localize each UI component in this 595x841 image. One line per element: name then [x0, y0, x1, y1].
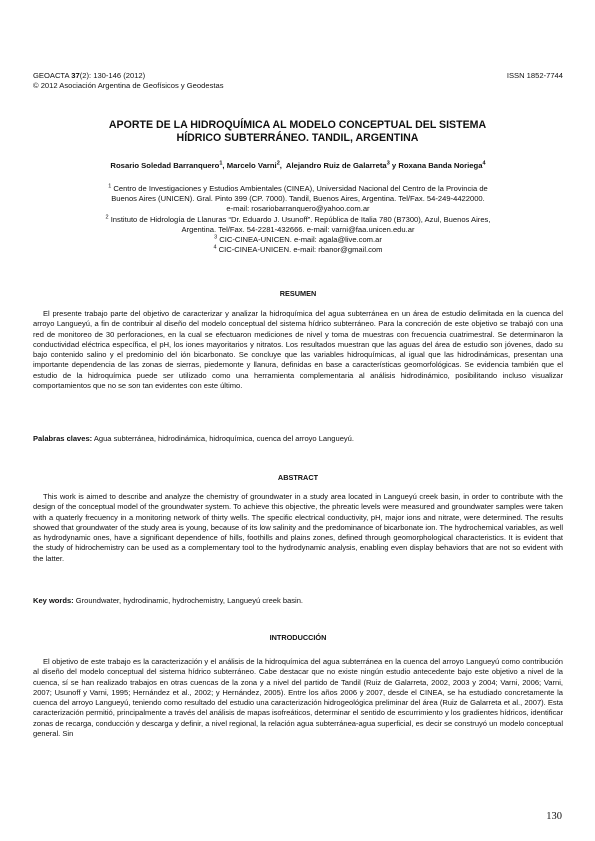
journal-volume: 37 [71, 71, 80, 80]
citation-line [33, 71, 563, 81]
keywords-text: Groundwater, hydrodinamic, hydrochemistry, Langueyú creek basin. [73, 596, 304, 605]
author-affil-sup: 4 [482, 160, 486, 167]
resumen-heading: RESUMEN [279, 289, 317, 298]
keywords-label: Key words: [33, 596, 74, 605]
journal-name: GEOACTA [33, 71, 70, 80]
author-affil-sup: 1 [219, 160, 223, 167]
title-line-2: HÍDRICO SUBTERRÁNEO. TANDIL, ARGENTINA [176, 132, 419, 144]
author-list [33, 161, 563, 171]
abstract-heading: ABSTRACT [277, 473, 319, 482]
keywords-text: Agua subterránea, hidrodinámica, hidroquímica, cuenca del arroyo Langueyú. [92, 434, 354, 443]
affil-number: 2 [105, 214, 109, 221]
affiliation-1-line-2: Buenos Aires (UNICEN). Gral. Pinto 399 (CP. 7000). Tandil, Buenos Aires, Argentina. Tel/Fax. 54-249-4422000. [111, 194, 485, 204]
affiliation-1 [33, 184, 563, 194]
affiliations [33, 184, 563, 255]
issue-pages: (2): 130-146 (2012) [79, 71, 146, 80]
affiliation-2 [33, 215, 563, 225]
affiliation-1-email: e-mail: rosariobarranquero@yahoo.com.ar [226, 204, 370, 214]
author-affil-sup: 3 [386, 160, 390, 167]
page-number: 130 [546, 811, 562, 822]
affil-text: Instituto de Hidrología de Llanuras “Dr. Eduardo J. Usunoff”. República de Italia 780 (B7300), Azul, Buenos Aires, [108, 214, 491, 224]
copyright-line: © 2012 Asociación Argentina de Geofísicos y Geodestas [33, 81, 224, 90]
author-separator: , [279, 161, 286, 170]
affil-text: CIC-CINEA-UNICEN. e-mail: rbanor@gmail.com [216, 245, 383, 255]
journal-header [33, 71, 563, 91]
abstract-keywords [33, 596, 563, 606]
title-line-1: APORTE DE LA HIDROQUÍMICA AL MODELO CONCEPTUAL DEL SISTEMA [108, 119, 487, 131]
affil-number: 3 [214, 234, 218, 241]
intro-heading: INTRODUCCIÓN [269, 633, 327, 642]
author-separator: , [222, 161, 227, 170]
affiliation-3 [33, 235, 563, 245]
affil-text: CIC-CINEA-UNICEN. e-mail: agala@live.com.ar [217, 235, 382, 245]
author-name: Roxana Banda Noriega [398, 161, 483, 170]
affil-text: Centro de Investigaciones y Estudios Ambientales (CINEA), Universidad Nacional del Centro de la Provincia de [111, 184, 488, 193]
author-name: Marcelo Varni [226, 161, 277, 170]
author-name: Alejandro Ruiz de Galarreta [285, 161, 387, 170]
paper-title [40, 119, 555, 145]
affiliation-4 [33, 245, 563, 255]
intro-body: El objetivo de este trabajo es la caracterización y el análisis de la hidroquímica del agua subterránea en la cuenca del arroyo Langueyú como contribución al diseño del modelo conceptual del sistema hídrico subterráneo. Cabe destacar que no existe ningún estudio antecedente bajo este objetivo a nivel de la cuenca, sí se han realizado trabajos en otras cuencas de la zona y a nivel del partido de Tandil (Ruiz de Galarreta, 2002, 2003 y 2004; Varni, 2006; Varni, 2007; Usunoff y Varni, 1995; Hernández et al., 2002; y Hernández, 2005). Entre los años 2006 y 2007, desde el CINEA, se ha estudiado concretamente la cuenca del arroyo Langueyú, teniendo como resultado del estudio una caracterización hidrogeológica preliminar del área (Ruiz de Galarreta et al., 2007). Esta caracterización permitió, principalmente a través del análisis de mapas isofreáticos, determinar el sentido de escurrimiento y los gradientes hídricos, identificar zonas de recarga, conducción y descarga y definir, a nivel regional, la relación agua subterránea-agua superficial, es decir se construyó un modelo conceptual general. Sin [33, 657, 563, 739]
resumen-keywords [33, 434, 563, 444]
affiliation-2-line-2: Argentina. Tel/Fax. 54-2281-432666. e-mail: varni@faa.unicen.edu.ar [181, 224, 415, 234]
keywords-label: Palabras claves: [33, 434, 93, 443]
issn: ISSN 1852-7744 [506, 71, 563, 80]
affil-number: 4 [213, 244, 217, 251]
author-separator: y [389, 161, 399, 170]
affil-number: 1 [108, 183, 112, 190]
abstract-body: This work is aimed to describe and analyze the chemistry of groundwater in a study area located in Langueyú creek basin, in order to contribute with the design of the conceptual model of the groundwater system. To achieve this objective, the phreatic levels were measured and groundwater samples were taken with a quaterly frecuency in a monitoring network of thirty wells. The specific electrical conductivity, pH, major ions and nitrate, were determined. The results showed that groundwater of the study area is young, because of its low salinity and the predominance of bicarbonate ion. The hydrochemical variables, as well as hydrodynamic ones, have a significant dependence of hills, foothills and plains zones, defined through geomorphological characteristics. It is evident that the study of hidrochemistry can be used as a complementary tool to the hydrodynamic analysis, enabling even display behaviors that are not so evident with the latter. [33, 492, 563, 563]
author-name: Rosario Soledad Barranquero [110, 161, 220, 170]
resumen-body: El presente trabajo parte del objetivo de caracterizar y analizar la hidroquímica del agua subterránea en un área de estudio delimitada en la cuenca del arroyo Langueyú, a fin de contribuir al diseño del modelo conceptual del sistema hídrico subterráneo. Para la concreción de este objetivo se trabajó con una red de monitoreo de 30 perforaciones, en la cual se efectuaron mediciones de nivel y toma de muestras con frecuencia cuatrimestral. Se determinaron la conductividad eléctrica específica, el pH, los iones mayoritarios y nitratos. Los resultados muestran que las aguas del área de estudio son jóvenes, dado su bajo contenido salino y el predominio del ión bicarbonato. Se concluye que las variables hidroquímicas, al igual que las hidrodinámicas, presentan una importante dependencia de las zonas de sierras, piedemonte y llanura, definidas en base a características geomorfológicas. Se evidencia también que el estudio de la hidroquímica puede ser utilizado como una herramienta complementaria al análisis hidrodinámico, posibilitando incluso visualizar comportamientos que no se son tan evidentes con este último. [33, 309, 563, 391]
author-affil-sup: 2 [276, 160, 280, 167]
